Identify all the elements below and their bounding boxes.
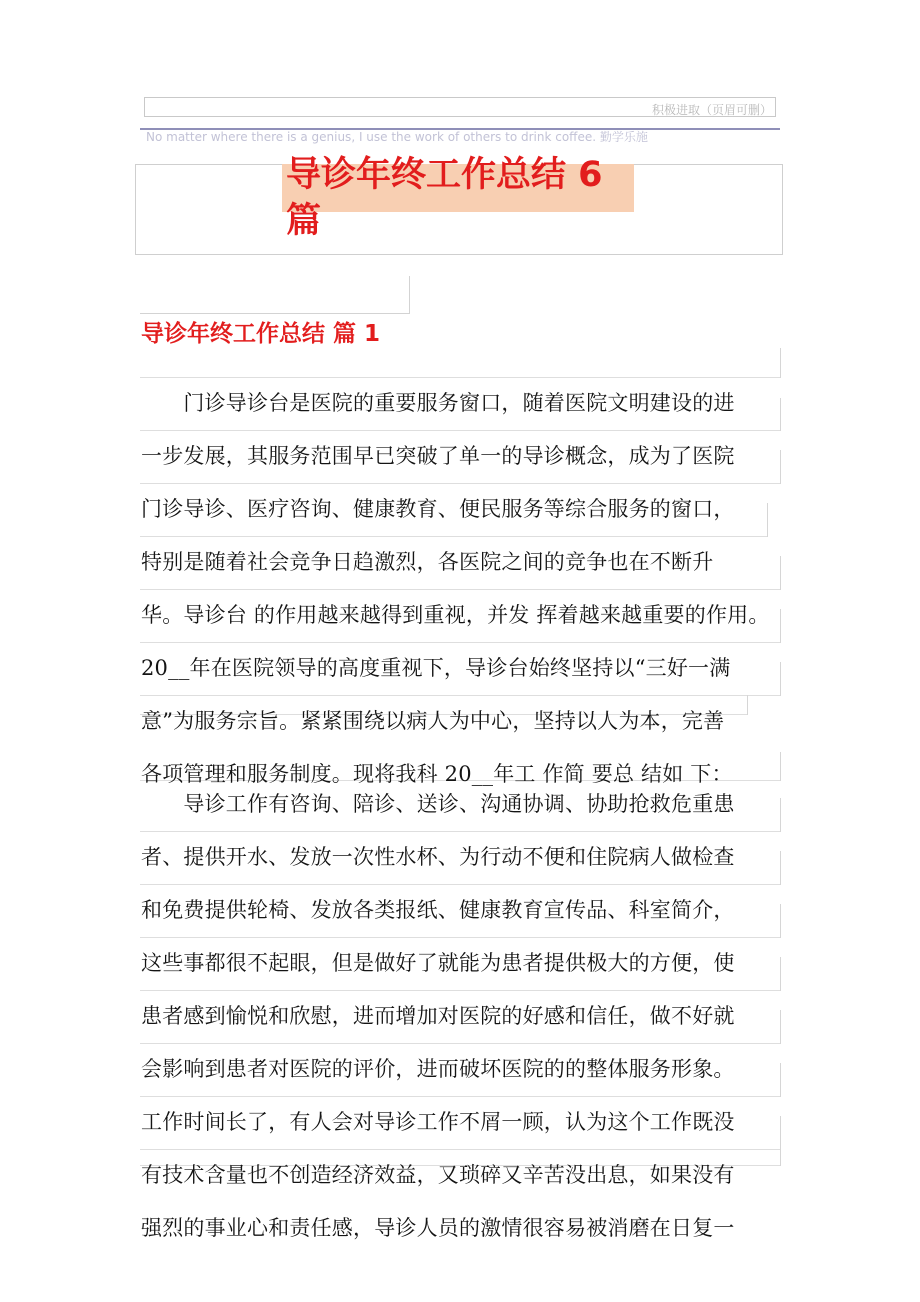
paragraph-line: 工作时间长了，有人会对导诊工作不屑一顾，认为这个工作既没 <box>141 1110 735 1134</box>
section-heading: 导诊年终工作总结 篇 1 <box>141 321 381 347</box>
document-title-line2: 篇 <box>286 201 322 241</box>
paragraph-line: 门诊导诊台是医院的重要服务窗口，随着医院文明建设的进 <box>141 391 735 415</box>
paragraph-line: 特别是随着社会竞争日趋激烈，各医院之间的竞争也在不断升 <box>141 550 714 574</box>
text-guide-vertical <box>780 348 781 378</box>
paragraph-line: 导诊工作有咨询、陪诊、送诊、沟通协调、协助抢救危重患 <box>141 792 735 816</box>
paragraph-line: 患者感到愉悦和欣慰，进而增加对医院的好感和信任，做不好就 <box>141 1004 735 1028</box>
page-header-note: 积极进取（页眉可删） <box>651 103 772 117</box>
paragraph-line: 者、提供开水、发放一次性水杯、为行动不便和住院病人做检查 <box>141 845 735 869</box>
paragraph-line: 意”为服务宗旨。紧紧围绕以病人为中心，坚持以人为本，完善 <box>141 709 725 733</box>
paragraph-line: 这些事都很不起眼，但是做好了就能为患者提供极大的方便，使 <box>141 951 735 975</box>
paragraph-line: 各项管理和服务制度。现将我科 20__年工 作简 要总 结如 下： <box>141 762 733 786</box>
header-watermark-text: No matter where there is a genius, I use the work of others to drink coffee. 勤学乐施 <box>146 130 648 144</box>
paragraph-line: 和免费提供轮椅、发放各类报纸、健康教育宣传品、科室简介， <box>141 898 735 922</box>
paragraph-line: 华。导诊台 的作用越来越得到重视，并发 挥着越来越重要的作用。 <box>141 603 770 627</box>
paragraph-line: 会影响到患者对医院的评价，进而破坏医院的的整体服务形象。 <box>141 1057 735 1081</box>
paragraph-line: 20__年在医院领导的高度重视下，导诊台始终坚持以“三好一满 <box>141 656 731 680</box>
paragraph-line: 有技术含量也不创造经济效益，又琐碎又辛苦没出息，如果没有 <box>141 1163 735 1187</box>
paragraph-line: 强烈的事业心和责任感，导诊人员的激情很容易被消磨在日复一 <box>141 1216 735 1240</box>
paragraph-line: 门诊导诊、医疗咨询、健康教育、便民服务等综合服务的窗口， <box>141 497 735 521</box>
body-paragraph-2 <box>141 778 781 1255</box>
document-title-line1: 导诊年终工作总结 6 <box>286 155 603 195</box>
document-title <box>286 152 626 244</box>
section-frame-decoration <box>140 276 410 314</box>
paragraph-line: 一步发展，其服务范围早已突破了单一的导诊概念，成为了医院 <box>141 444 735 468</box>
body-paragraph-1 <box>141 377 781 801</box>
